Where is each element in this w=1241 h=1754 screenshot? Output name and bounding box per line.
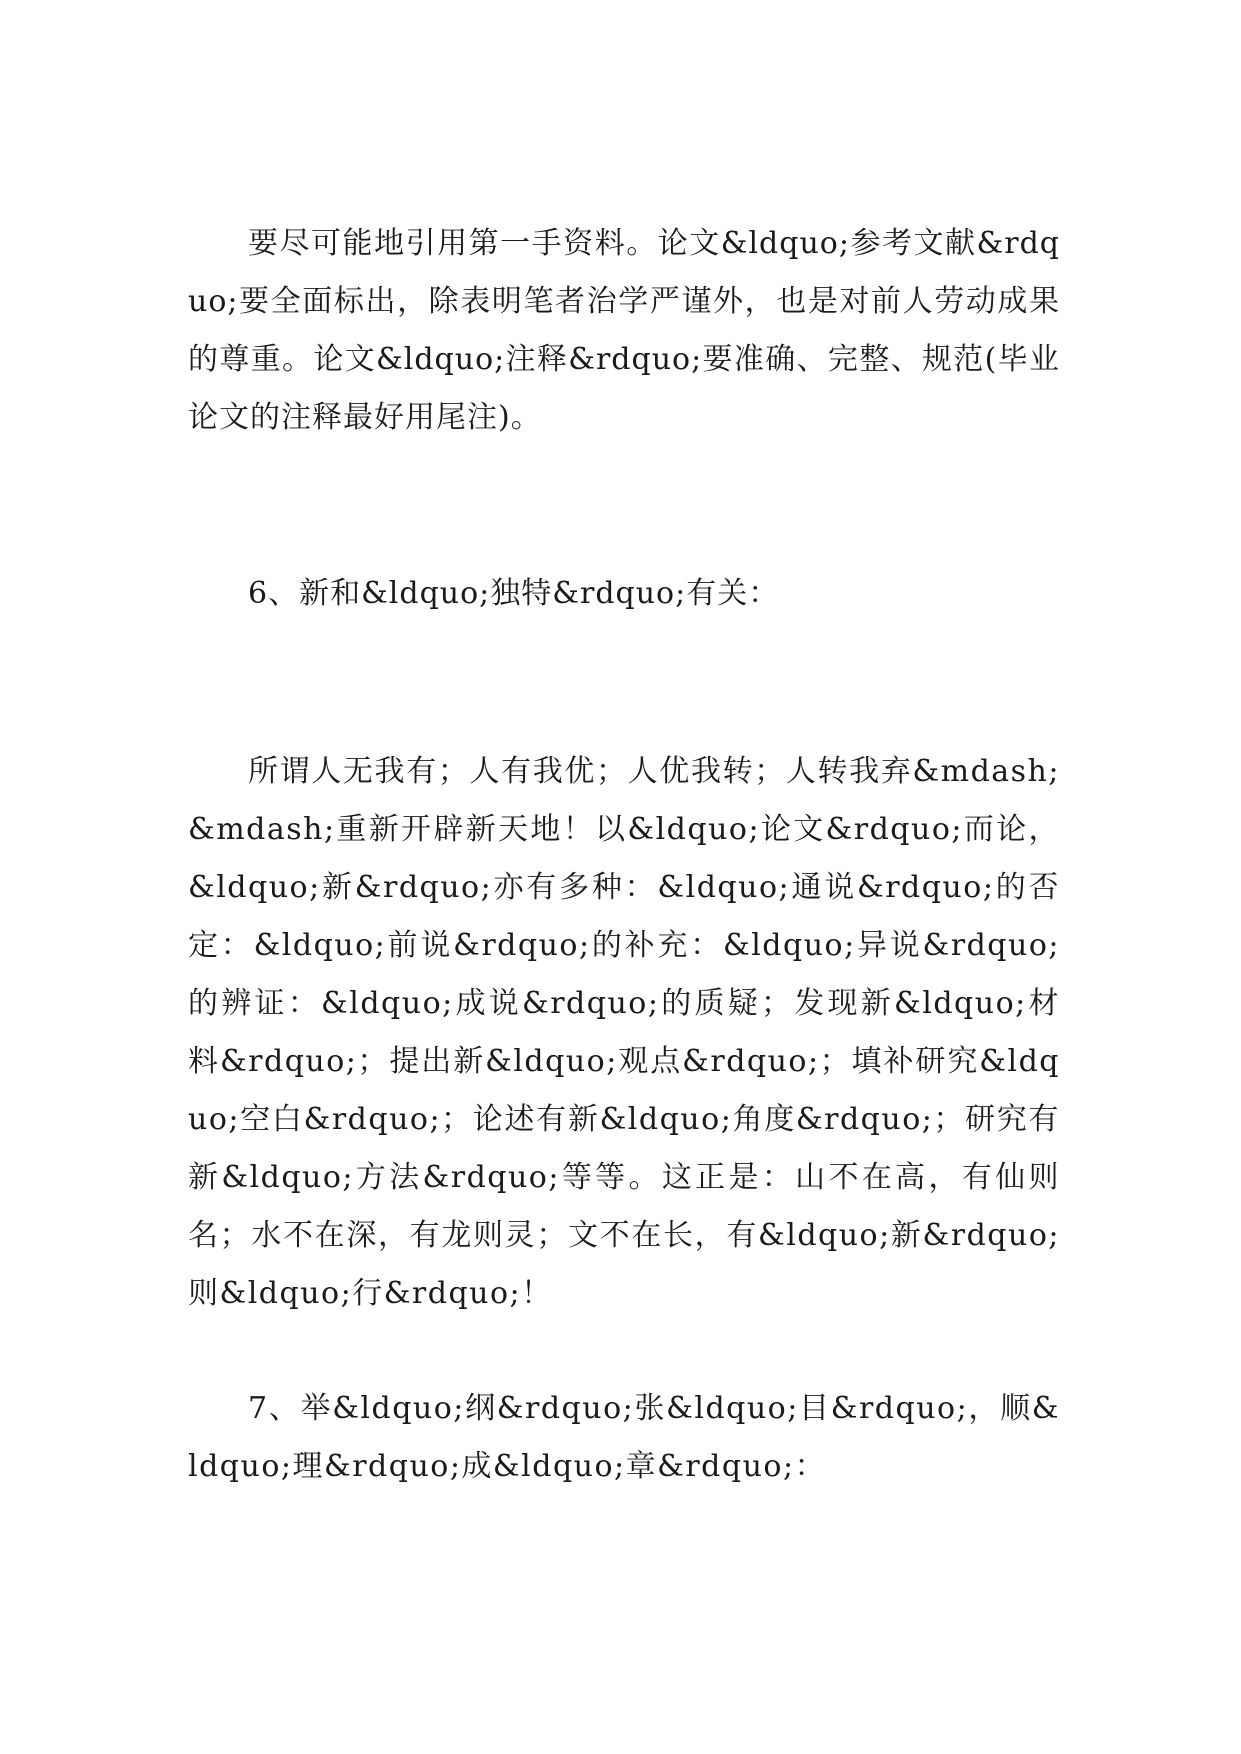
- heading-section-7: 7、举&ldquo;纲&rdquo;张&ldquo;目&rdquo;，顺&ldquo;理&rdquo;成&ldquo;章&rdquo;：: [188, 1391, 1060, 1484]
- paragraph-novelty: 所谓人无我有；人有我优；人优我转；人转我弃&mdash;&mdash;重新开辟新天地！以&ldquo;论文&rdquo;而论，&ldquo;新&rdquo;亦有多种：&ldquo;通说&rdquo;的否定：&ldquo;前说&rdquo;的补充：&ldquo;异说&rdquo;的辨证：&ldquo;成说&rdquo;的质疑；发现新&ldquo;材料&rdquo;；提出新&ldquo;观点&rdquo;；填补研究&ldquo;空白&rdquo;；论述有新&ldquo;角度&rdquo;；研究有新&ldquo;方法&rdquo;等等。这正是：山不在高，有仙则名；水不在深，有龙则灵；文不在长，有&ldquo;新&rdquo;则&ldquo;行&rdquo;！: [188, 754, 1060, 1311]
- paragraph-references-notes: 要尽可能地引用第一手资料。论文&ldquo;参考文献&rdquo;要全面标出，除表明笔者治学严谨外，也是对前人劳动成果的尊重。论文&ldquo;注释&rdquo;要准确、完整、规范(毕业论文的注释最好用尾注)。: [188, 226, 1060, 435]
- heading-section-6: 6、新和&ldquo;独特&rdquo;有关：: [248, 576, 780, 611]
